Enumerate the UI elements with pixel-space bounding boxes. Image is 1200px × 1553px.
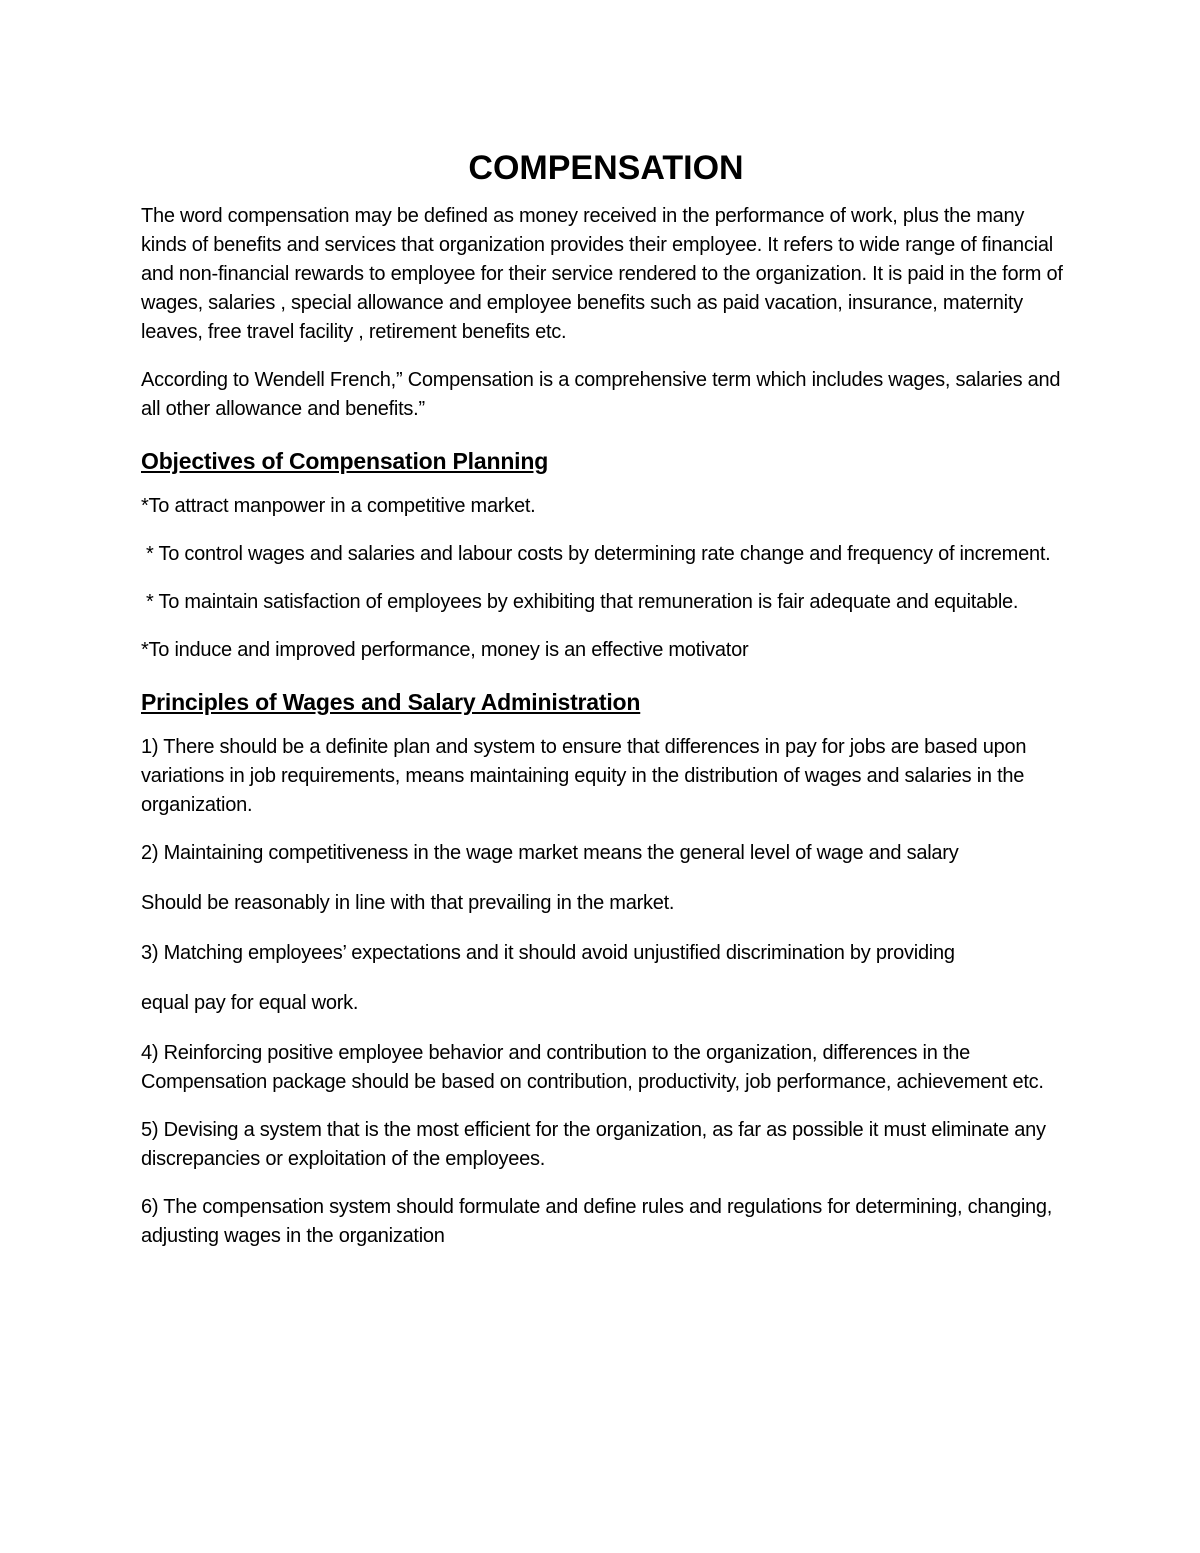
principle-item: 1) There should be a definite plan and system to ensure that differences in pay for jobs are based upon variations in job requirements, means maintaining equity in the distribution of wages and salaries in the organization. bbox=[141, 736, 1027, 816]
principle-item: Should be reasonably in line with that prevailing in the market. bbox=[141, 892, 675, 914]
objectives-heading: Objectives of Compensation Planning bbox=[141, 448, 549, 474]
objective-item: *To attract manpower in a competitive market. bbox=[141, 495, 536, 517]
document-title: COMPENSATION bbox=[468, 149, 744, 187]
principle-item: 3) Matching employees’ expectations and it should avoid unjustified discrimination by providing bbox=[141, 942, 955, 964]
principle-item: 4) Reinforcing positive employee behavior and contribution to the organization, differences in the Compensation package should be based on contribution, productivity, job performance, achievement etc. bbox=[141, 1042, 1044, 1093]
principle-item: 5) Devising a system that is the most efficient for the organization, as far as possible it must eliminate any discrepancies or exploitation of the employees. bbox=[141, 1119, 1046, 1170]
objective-item: * To maintain satisfaction of employees by exhibiting that remuneration is fair adequate and equitable. bbox=[146, 591, 1019, 613]
principle-item: 2) Maintaining competitiveness in the wage market means the general level of wage and salary bbox=[141, 842, 959, 864]
principle-item: equal pay for equal work. bbox=[141, 992, 359, 1014]
intro-paragraph: The word compensation may be defined as money received in the performance of work, plus the many kinds of benefits and services that organization provides their employee. It refers to wide range of financial and non-financial rewards to employee for their service rendered to the organization. It is paid in the form of wages, salaries , special allowance and employee benefits such as paid vacation, insurance, maternity leaves, free travel facility , retirement benefits etc. bbox=[141, 205, 1063, 343]
principle-item: 6) The compensation system should formulate and define rules and regulations for determining, changing, adjusting wages in the organization bbox=[141, 1196, 1053, 1247]
document-body bbox=[141, 148, 1071, 1270]
objective-item: *To induce and improved performance, money is an effective motivator bbox=[141, 639, 749, 661]
principles-heading: Principles of Wages and Salary Administration bbox=[141, 689, 641, 715]
objective-item: * To control wages and salaries and labour costs by determining rate change and frequency of increment. bbox=[146, 543, 1051, 565]
quote-paragraph: According to Wendell French,” Compensation is a comprehensive term which includes wages, salaries and all other allowance and benefits.” bbox=[141, 369, 1061, 420]
